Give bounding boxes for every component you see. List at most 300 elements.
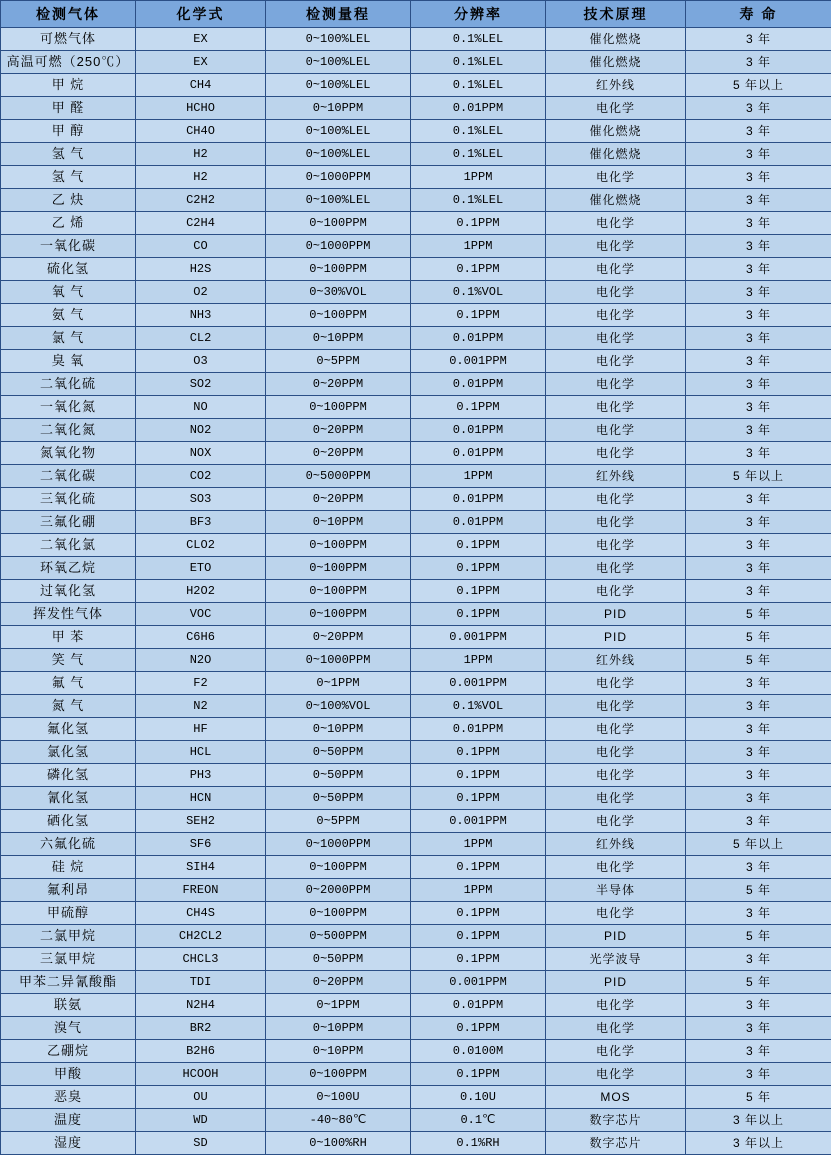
cell-range: 0~1000PPM — [266, 166, 411, 189]
column-header-resolution: 分辨率 — [411, 1, 546, 28]
cell-range: 0~100PPM — [266, 534, 411, 557]
cell-technology: 红外线 — [546, 465, 686, 488]
column-header-range: 检测量程 — [266, 1, 411, 28]
cell-lifetime: 3 年 — [686, 396, 831, 419]
cell-resolution: 1PPM — [411, 235, 546, 258]
cell-range: 0~100%LEL — [266, 51, 411, 74]
cell-gas: 硒化氢 — [1, 810, 136, 833]
cell-range: 0~100PPM — [266, 304, 411, 327]
table-row — [1, 971, 831, 994]
cell-gas: 可燃气体 — [1, 28, 136, 51]
cell-gas: 乙硼烷 — [1, 1040, 136, 1063]
cell-range: 0~1000PPM — [266, 833, 411, 856]
cell-formula: CLO2 — [136, 534, 266, 557]
cell-resolution: 0.1%LEL — [411, 143, 546, 166]
cell-technology: 红外线 — [546, 649, 686, 672]
table-row — [1, 396, 831, 419]
cell-resolution: 0.1PPM — [411, 580, 546, 603]
cell-formula: H2 — [136, 143, 266, 166]
cell-formula: SIH4 — [136, 856, 266, 879]
cell-technology: 催化燃烧 — [546, 120, 686, 143]
cell-lifetime: 5 年 — [686, 1086, 831, 1109]
table-row — [1, 281, 831, 304]
cell-lifetime: 3 年 — [686, 120, 831, 143]
cell-gas: 乙 炔 — [1, 189, 136, 212]
cell-gas: 高温可燃（250℃） — [1, 51, 136, 74]
cell-resolution: 0.001PPM — [411, 350, 546, 373]
cell-resolution: 0.01PPM — [411, 419, 546, 442]
cell-gas: 磷化氢 — [1, 764, 136, 787]
cell-resolution: 1PPM — [411, 833, 546, 856]
cell-range: 0~20PPM — [266, 373, 411, 396]
cell-lifetime: 3 年 — [686, 97, 831, 120]
cell-range: 0~100PPM — [266, 580, 411, 603]
cell-resolution: 0.1%VOL — [411, 695, 546, 718]
cell-technology: 催化燃烧 — [546, 28, 686, 51]
table-row — [1, 1086, 831, 1109]
cell-formula: H2S — [136, 258, 266, 281]
cell-resolution: 0.01PPM — [411, 488, 546, 511]
cell-range: 0~50PPM — [266, 787, 411, 810]
cell-lifetime: 3 年 — [686, 948, 831, 971]
cell-lifetime: 3 年 — [686, 672, 831, 695]
cell-resolution: 0.1PPM — [411, 603, 546, 626]
cell-resolution: 0.01PPM — [411, 327, 546, 350]
cell-lifetime: 3 年 — [686, 143, 831, 166]
cell-formula: C2H4 — [136, 212, 266, 235]
cell-resolution: 0.1PPM — [411, 212, 546, 235]
cell-resolution: 0.1PPM — [411, 902, 546, 925]
cell-formula: H2 — [136, 166, 266, 189]
cell-resolution: 0.1PPM — [411, 925, 546, 948]
table-row — [1, 856, 831, 879]
cell-lifetime: 3 年 — [686, 580, 831, 603]
cell-range: 0~20PPM — [266, 971, 411, 994]
table-row — [1, 764, 831, 787]
cell-technology: 电化学 — [546, 1040, 686, 1063]
table-row — [1, 649, 831, 672]
cell-gas: 甲硫醇 — [1, 902, 136, 925]
cell-range: 0~5PPM — [266, 350, 411, 373]
cell-lifetime: 3 年 — [686, 419, 831, 442]
cell-range: 0~20PPM — [266, 626, 411, 649]
cell-resolution: 0.1PPM — [411, 534, 546, 557]
cell-gas: 一氧化氮 — [1, 396, 136, 419]
cell-technology: 电化学 — [546, 1063, 686, 1086]
cell-lifetime: 5 年以上 — [686, 465, 831, 488]
cell-range: 0~100%VOL — [266, 695, 411, 718]
cell-gas: 甲苯二异氰酸酯 — [1, 971, 136, 994]
cell-formula: SO3 — [136, 488, 266, 511]
cell-formula: C2H2 — [136, 189, 266, 212]
column-header-lifetime: 寿 命 — [686, 1, 831, 28]
cell-formula: SO2 — [136, 373, 266, 396]
cell-resolution: 0.1℃ — [411, 1109, 546, 1132]
table-row — [1, 603, 831, 626]
cell-lifetime: 3 年 — [686, 764, 831, 787]
cell-resolution: 0.1PPM — [411, 787, 546, 810]
cell-technology: 催化燃烧 — [546, 143, 686, 166]
cell-formula: SEH2 — [136, 810, 266, 833]
cell-gas: 过氧化氢 — [1, 580, 136, 603]
table-row — [1, 626, 831, 649]
cell-gas: 二氯甲烷 — [1, 925, 136, 948]
cell-technology: 电化学 — [546, 419, 686, 442]
cell-gas: 氮氧化物 — [1, 442, 136, 465]
cell-range: 0~100PPM — [266, 856, 411, 879]
column-header-gas: 检测气体 — [1, 1, 136, 28]
cell-resolution: 0.001PPM — [411, 626, 546, 649]
cell-technology: 半导体 — [546, 879, 686, 902]
cell-technology: 电化学 — [546, 97, 686, 120]
cell-resolution: 0.001PPM — [411, 672, 546, 695]
cell-technology: 电化学 — [546, 764, 686, 787]
cell-resolution: 1PPM — [411, 879, 546, 902]
cell-technology: 电化学 — [546, 511, 686, 534]
cell-technology: 电化学 — [546, 488, 686, 511]
cell-resolution: 0.1PPM — [411, 1063, 546, 1086]
cell-range: -40~80℃ — [266, 1109, 411, 1132]
cell-formula: O2 — [136, 281, 266, 304]
cell-technology: 电化学 — [546, 281, 686, 304]
cell-formula: EX — [136, 51, 266, 74]
cell-range: 0~100PPM — [266, 396, 411, 419]
cell-technology: 电化学 — [546, 856, 686, 879]
table-row — [1, 1063, 831, 1086]
cell-resolution: 0.1%LEL — [411, 189, 546, 212]
cell-resolution: 0.01PPM — [411, 97, 546, 120]
cell-range: 0~10PPM — [266, 1017, 411, 1040]
cell-resolution: 0.1PPM — [411, 1017, 546, 1040]
cell-gas: 挥发性气体 — [1, 603, 136, 626]
cell-gas: 溴气 — [1, 1017, 136, 1040]
cell-technology: 红外线 — [546, 74, 686, 97]
cell-resolution: 0.10U — [411, 1086, 546, 1109]
cell-gas: 六氟化硫 — [1, 833, 136, 856]
cell-technology: PID — [546, 925, 686, 948]
cell-technology: MOS — [546, 1086, 686, 1109]
cell-lifetime: 3 年 — [686, 741, 831, 764]
cell-formula: CH4S — [136, 902, 266, 925]
cell-technology: 电化学 — [546, 718, 686, 741]
table-row — [1, 488, 831, 511]
cell-technology: 电化学 — [546, 258, 686, 281]
cell-formula: SD — [136, 1132, 266, 1155]
cell-resolution: 1PPM — [411, 649, 546, 672]
cell-gas: 硫化氢 — [1, 258, 136, 281]
cell-resolution: 0.1%LEL — [411, 28, 546, 51]
table-row — [1, 28, 831, 51]
cell-technology: 电化学 — [546, 235, 686, 258]
cell-formula: NO — [136, 396, 266, 419]
cell-range: 0~100PPM — [266, 557, 411, 580]
cell-resolution: 0.1PPM — [411, 396, 546, 419]
table-row — [1, 902, 831, 925]
table-row — [1, 143, 831, 166]
cell-lifetime: 3 年 — [686, 787, 831, 810]
cell-formula: CL2 — [136, 327, 266, 350]
cell-technology: PID — [546, 971, 686, 994]
cell-formula: N2 — [136, 695, 266, 718]
table-row — [1, 442, 831, 465]
cell-formula: OU — [136, 1086, 266, 1109]
cell-technology: 电化学 — [546, 442, 686, 465]
cell-gas: 氯化氢 — [1, 741, 136, 764]
cell-range: 0~1PPM — [266, 672, 411, 695]
cell-formula: CO2 — [136, 465, 266, 488]
table-row — [1, 350, 831, 373]
cell-gas: 恶臭 — [1, 1086, 136, 1109]
table-row — [1, 189, 831, 212]
cell-gas: 甲 烷 — [1, 74, 136, 97]
cell-gas: 臭 氧 — [1, 350, 136, 373]
cell-technology: 催化燃烧 — [546, 51, 686, 74]
cell-gas: 氟化氢 — [1, 718, 136, 741]
cell-gas: 甲 醛 — [1, 97, 136, 120]
cell-lifetime: 3 年 — [686, 1040, 831, 1063]
cell-range: 0~100U — [266, 1086, 411, 1109]
table-row — [1, 925, 831, 948]
cell-gas: 甲 苯 — [1, 626, 136, 649]
cell-lifetime: 3 年 — [686, 695, 831, 718]
cell-resolution: 0.1PPM — [411, 764, 546, 787]
column-header-formula: 化学式 — [136, 1, 266, 28]
cell-technology: 电化学 — [546, 304, 686, 327]
cell-resolution: 0.001PPM — [411, 971, 546, 994]
cell-gas: 三氧化硫 — [1, 488, 136, 511]
cell-lifetime: 3 年 — [686, 327, 831, 350]
cell-technology: 电化学 — [546, 994, 686, 1017]
table-row — [1, 810, 831, 833]
table-row — [1, 327, 831, 350]
cell-gas: 一氧化碳 — [1, 235, 136, 258]
cell-resolution: 0.1%LEL — [411, 74, 546, 97]
cell-technology: 光学波导 — [546, 948, 686, 971]
cell-range: 0~10PPM — [266, 1040, 411, 1063]
cell-gas: 联氨 — [1, 994, 136, 1017]
cell-formula: FREON — [136, 879, 266, 902]
table-row — [1, 672, 831, 695]
cell-technology: 电化学 — [546, 787, 686, 810]
cell-technology: 电化学 — [546, 373, 686, 396]
cell-range: 0~100PPM — [266, 902, 411, 925]
table-row — [1, 235, 831, 258]
table-row — [1, 212, 831, 235]
table-row — [1, 1132, 831, 1155]
cell-range: 0~100%LEL — [266, 28, 411, 51]
cell-formula: WD — [136, 1109, 266, 1132]
cell-range: 0~100PPM — [266, 1063, 411, 1086]
cell-gas: 三氯甲烷 — [1, 948, 136, 971]
table-row — [1, 51, 831, 74]
table-row — [1, 695, 831, 718]
table-row — [1, 74, 831, 97]
cell-range: 0~20PPM — [266, 419, 411, 442]
cell-resolution: 0.1%RH — [411, 1132, 546, 1155]
cell-resolution: 0.1PPM — [411, 304, 546, 327]
cell-resolution: 0.1%LEL — [411, 51, 546, 74]
table-header — [1, 1, 831, 28]
table-row — [1, 741, 831, 764]
table-row — [1, 879, 831, 902]
cell-range: 0~20PPM — [266, 442, 411, 465]
cell-range: 0~10PPM — [266, 97, 411, 120]
table-row — [1, 1109, 831, 1132]
cell-lifetime: 3 年 — [686, 166, 831, 189]
cell-lifetime: 3 年 — [686, 718, 831, 741]
cell-gas: 甲 醇 — [1, 120, 136, 143]
cell-lifetime: 3 年 — [686, 258, 831, 281]
cell-gas: 二氧化氮 — [1, 419, 136, 442]
cell-lifetime: 5 年 — [686, 603, 831, 626]
table-row — [1, 718, 831, 741]
table-row — [1, 511, 831, 534]
cell-formula: SF6 — [136, 833, 266, 856]
cell-lifetime: 3 年 — [686, 281, 831, 304]
table-header-row — [1, 1, 831, 28]
cell-technology: 电化学 — [546, 327, 686, 350]
cell-resolution: 0.1PPM — [411, 557, 546, 580]
cell-range: 0~10PPM — [266, 327, 411, 350]
table-row — [1, 465, 831, 488]
cell-resolution: 0.01PPM — [411, 442, 546, 465]
table-row — [1, 304, 831, 327]
cell-lifetime: 3 年 — [686, 810, 831, 833]
cell-gas: 氮 气 — [1, 695, 136, 718]
cell-lifetime: 3 年以上 — [686, 1132, 831, 1155]
cell-lifetime: 3 年 — [686, 373, 831, 396]
table-row — [1, 948, 831, 971]
table-row — [1, 580, 831, 603]
cell-resolution: 0.1%VOL — [411, 281, 546, 304]
cell-range: 0~100PPM — [266, 212, 411, 235]
cell-formula: C6H6 — [136, 626, 266, 649]
cell-lifetime: 5 年以上 — [686, 74, 831, 97]
cell-range: 0~500PPM — [266, 925, 411, 948]
cell-range: 0~100%LEL — [266, 189, 411, 212]
cell-resolution: 0.01PPM — [411, 511, 546, 534]
cell-formula: CH4O — [136, 120, 266, 143]
cell-lifetime: 3 年 — [686, 557, 831, 580]
cell-formula: ETO — [136, 557, 266, 580]
cell-technology: 电化学 — [546, 166, 686, 189]
cell-resolution: 0.0100M — [411, 1040, 546, 1063]
cell-gas: 甲酸 — [1, 1063, 136, 1086]
cell-range: 0~100%RH — [266, 1132, 411, 1155]
cell-lifetime: 3 年 — [686, 235, 831, 258]
cell-formula: TDI — [136, 971, 266, 994]
cell-resolution: 0.1%LEL — [411, 120, 546, 143]
table-row — [1, 373, 831, 396]
cell-technology: PID — [546, 626, 686, 649]
cell-lifetime: 3 年 — [686, 304, 831, 327]
cell-lifetime: 3 年 — [686, 902, 831, 925]
cell-formula: VOC — [136, 603, 266, 626]
cell-technology: 电化学 — [546, 396, 686, 419]
cell-resolution: 0.1PPM — [411, 258, 546, 281]
cell-range: 0~1000PPM — [266, 649, 411, 672]
table-row — [1, 833, 831, 856]
cell-technology: 数字芯片 — [546, 1109, 686, 1132]
cell-technology: 电化学 — [546, 580, 686, 603]
column-header-technology: 技术原理 — [546, 1, 686, 28]
cell-technology: 电化学 — [546, 672, 686, 695]
cell-resolution: 0.01PPM — [411, 994, 546, 1017]
cell-technology: 电化学 — [546, 534, 686, 557]
cell-range: 0~100%LEL — [266, 120, 411, 143]
cell-resolution: 0.01PPM — [411, 373, 546, 396]
cell-formula: HF — [136, 718, 266, 741]
cell-gas: 三氟化硼 — [1, 511, 136, 534]
cell-lifetime: 3 年 — [686, 1017, 831, 1040]
cell-technology: 催化燃烧 — [546, 189, 686, 212]
cell-technology: 数字芯片 — [546, 1132, 686, 1155]
cell-gas: 氧 气 — [1, 281, 136, 304]
cell-range: 0~100PPM — [266, 603, 411, 626]
cell-gas: 笑 气 — [1, 649, 136, 672]
cell-gas: 氟利昂 — [1, 879, 136, 902]
cell-gas: 二氧化硫 — [1, 373, 136, 396]
cell-gas: 湿度 — [1, 1132, 136, 1155]
cell-gas: 二氧化碳 — [1, 465, 136, 488]
cell-lifetime: 3 年 — [686, 442, 831, 465]
cell-gas: 乙 烯 — [1, 212, 136, 235]
cell-range: 0~100PPM — [266, 258, 411, 281]
cell-formula: BR2 — [136, 1017, 266, 1040]
cell-lifetime: 3 年以上 — [686, 1109, 831, 1132]
cell-formula: NH3 — [136, 304, 266, 327]
table-row — [1, 1017, 831, 1040]
cell-formula: CH4 — [136, 74, 266, 97]
cell-lifetime: 3 年 — [686, 350, 831, 373]
cell-gas: 氢 气 — [1, 166, 136, 189]
cell-range: 0~5000PPM — [266, 465, 411, 488]
cell-resolution: 1PPM — [411, 166, 546, 189]
cell-formula: N2O — [136, 649, 266, 672]
cell-lifetime: 5 年 — [686, 626, 831, 649]
cell-technology: 红外线 — [546, 833, 686, 856]
cell-lifetime: 3 年 — [686, 212, 831, 235]
cell-lifetime: 5 年 — [686, 971, 831, 994]
table-row — [1, 419, 831, 442]
cell-gas: 氰化氢 — [1, 787, 136, 810]
cell-technology: 电化学 — [546, 810, 686, 833]
cell-resolution: 0.1PPM — [411, 856, 546, 879]
cell-formula: CO — [136, 235, 266, 258]
cell-lifetime: 3 年 — [686, 28, 831, 51]
table-row — [1, 534, 831, 557]
cell-range: 0~50PPM — [266, 764, 411, 787]
cell-gas: 氯 气 — [1, 327, 136, 350]
cell-formula: EX — [136, 28, 266, 51]
cell-gas: 氟 气 — [1, 672, 136, 695]
cell-range: 0~50PPM — [266, 948, 411, 971]
cell-gas: 二氧化氯 — [1, 534, 136, 557]
cell-technology: 电化学 — [546, 1017, 686, 1040]
cell-lifetime: 3 年 — [686, 1063, 831, 1086]
cell-range: 0~1000PPM — [266, 235, 411, 258]
cell-lifetime: 3 年 — [686, 511, 831, 534]
cell-lifetime: 3 年 — [686, 488, 831, 511]
cell-technology: 电化学 — [546, 557, 686, 580]
cell-range: 0~2000PPM — [266, 879, 411, 902]
cell-formula: HCHO — [136, 97, 266, 120]
cell-formula: HCN — [136, 787, 266, 810]
cell-lifetime: 3 年 — [686, 189, 831, 212]
cell-formula: NO2 — [136, 419, 266, 442]
table-row — [1, 258, 831, 281]
cell-gas: 氨 气 — [1, 304, 136, 327]
